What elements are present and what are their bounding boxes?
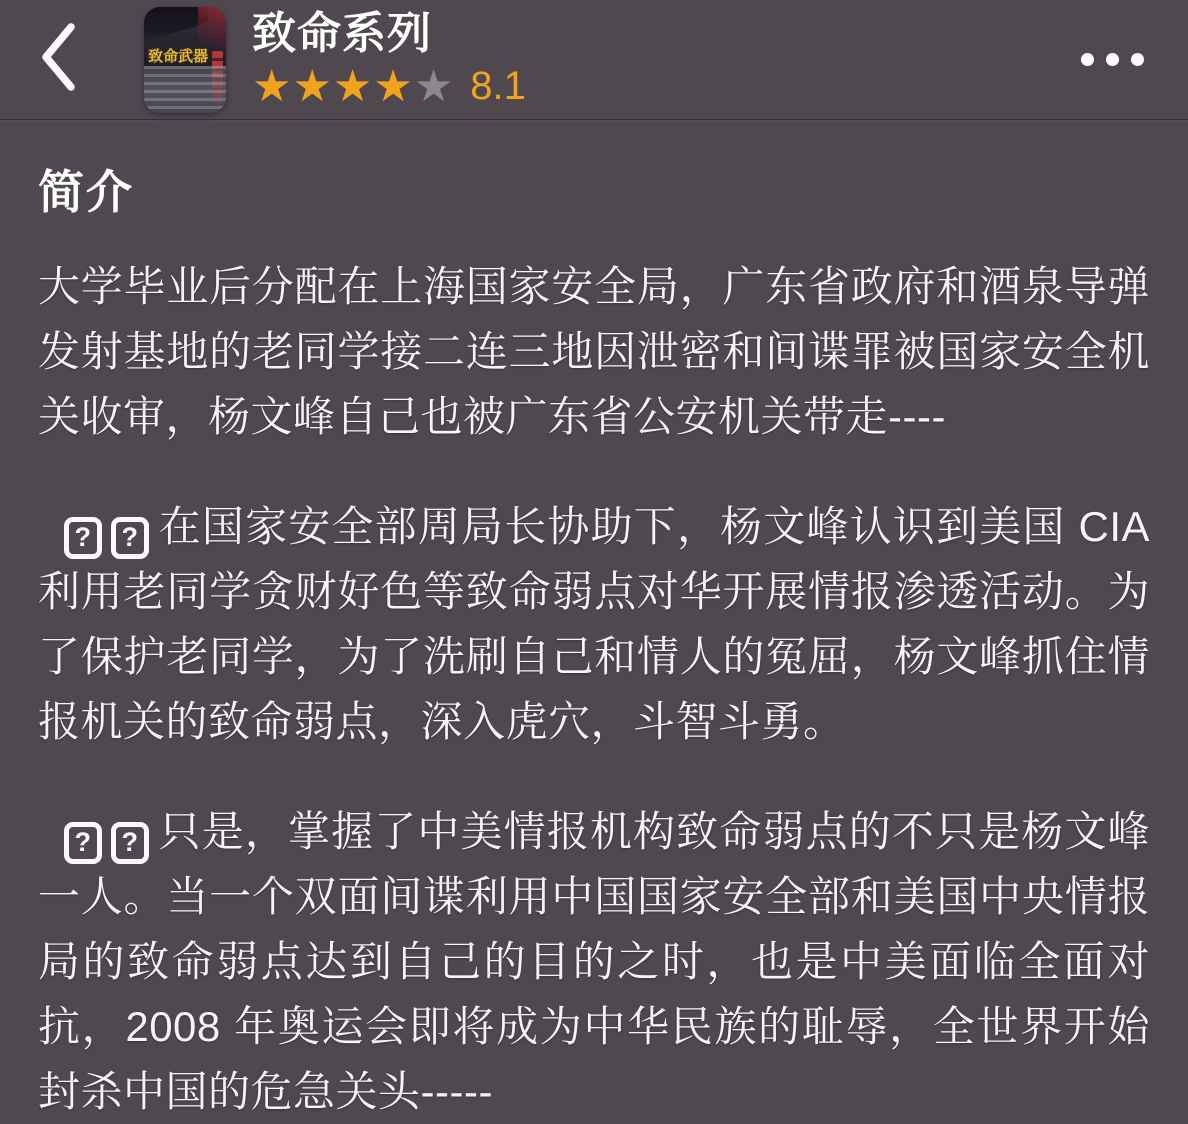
synopsis-text <box>38 254 1150 1124</box>
missing-glyph-box-icon: ? <box>64 822 102 864</box>
back-button[interactable] <box>38 20 80 100</box>
book-title: 致命系列 <box>252 8 432 58</box>
star-filled-icon: ★ <box>332 60 374 112</box>
rating-row <box>252 60 1081 112</box>
synopsis-paragraph: ? ? 在国家安全部周局长协助下，杨文峰认识到美国 CIA 利用老同学贪财好色等致命弱点对华开展情报渗透活动。为了保护老同学，为了洗刷自己和情人的冤屈，杨文峰抓住情报机关的致命弱点，深入虎穴，斗智斗勇。 <box>38 503 1150 745</box>
star-filled-icon: ★ <box>252 60 293 112</box>
cover-title-text: 致命武器 <box>148 47 209 65</box>
chevron-left-icon <box>38 21 78 98</box>
missing-glyph-box-icon: ? <box>111 822 149 864</box>
star-filled-icon: ★ <box>292 60 333 112</box>
synopsis-paragraph: ? ? 只是，掌握了中美情报机构致命弱点的不只是杨文峰一人。当一个双面间谍利用中国国家安全部和美国中央情报局的致命弱点达到自己的目的之时，也是中美面临全面对抗，2008 年奥运会即将成为中华民族的耻辱，全世界开始封杀中国的危急关头----- <box>38 808 1150 1115</box>
synopsis-section <box>0 156 1188 1124</box>
title-block <box>252 8 1081 112</box>
missing-glyph-box-icon: ? <box>64 517 102 559</box>
cover-red-accent <box>198 7 226 47</box>
book-cover[interactable] <box>144 7 226 113</box>
star-filled-icon: ★ <box>373 60 414 112</box>
star-rating-icons <box>252 60 455 112</box>
more-menu-button[interactable] <box>1081 30 1144 90</box>
missing-glyph-box-icon: ? <box>111 517 149 559</box>
section-heading: 简介 <box>38 166 134 218</box>
ellipsis-icon <box>1081 53 1144 66</box>
synopsis-paragraph: 大学毕业后分配在上海国家安全局，广东省政府和酒泉导弹发射基地的老同学接二连三地因泄密和间谍罪被国家安全机关收审，杨文峰自己也被广东省公安机关带走---- <box>38 263 1150 440</box>
header <box>0 0 1188 120</box>
star-empty-icon: ★ <box>413 60 455 112</box>
cover-cityscape <box>144 66 226 113</box>
rating-score: 8.1 <box>470 64 526 109</box>
